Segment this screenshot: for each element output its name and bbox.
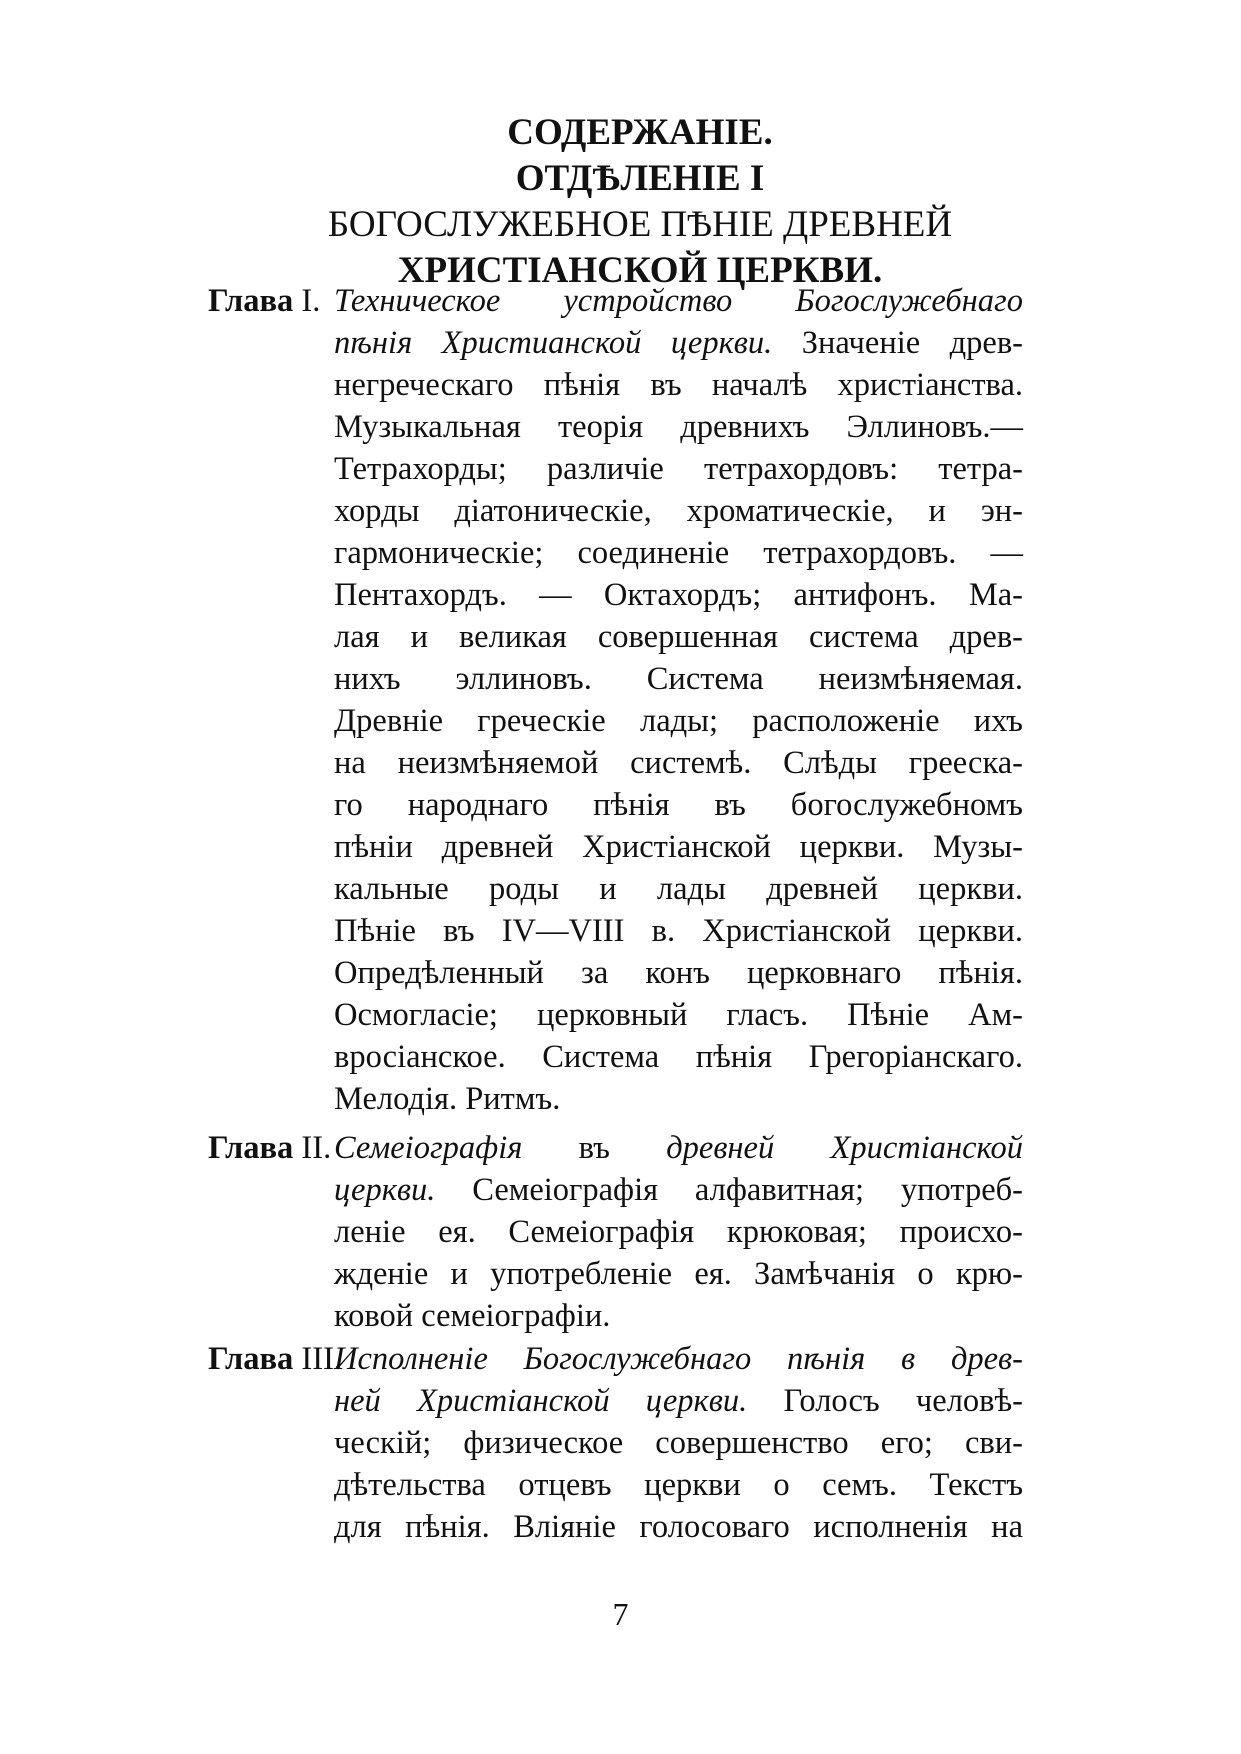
chapter-3-label [208, 1338, 342, 1380]
text-line [208, 1506, 1023, 1548]
plain-text: Тетрахорды; различіе тетрахордовъ: тетра- [334, 451, 1023, 487]
text-line [208, 616, 1023, 658]
text-line [208, 1169, 1023, 1211]
plain-text: Опредѣленный за конъ церковнаго пѣнія. [334, 955, 1023, 991]
text-line [208, 994, 1023, 1036]
plain-text: хорды діатоническіе, хроматическіе, и эн- [334, 493, 1023, 529]
italic-text: древней Христіанской [666, 1130, 1024, 1166]
plain-text: Древніе греческіе лады; расположеніе ихъ [334, 703, 1023, 739]
section-subtitle-line-1: БОГОСЛУЖЕБНОЕ ПѢНІЕ ДРЕВНЕЙ [327, 204, 953, 245]
plain-text: Семеіографія алфавитная; употреб- [435, 1172, 1023, 1208]
chapter-label-word: Глава [208, 1341, 294, 1377]
plain-text: Музыкальная теорія древнихъ Эллиновъ.— [334, 409, 1023, 445]
text-line [208, 826, 1023, 868]
italic-text: церкви. [334, 1172, 436, 1208]
chapter-1-label [208, 280, 320, 322]
text-line [208, 952, 1023, 994]
text-line [208, 448, 1023, 490]
text-line [208, 1211, 1023, 1253]
plain-text: ческій; физическое совершенство его; сви- [334, 1425, 1023, 1461]
text-line [208, 574, 1023, 616]
text-line [208, 658, 1023, 700]
italic-text: ней Христіанской церкви. [334, 1383, 748, 1419]
section-subtitle-line-2: ХРИСТІАНСКОЙ ЦЕРКВИ. [397, 250, 883, 291]
plain-text: нихъ эллиновъ. Система неизмѣняемая. [334, 661, 1023, 697]
text-line [208, 1253, 1023, 1295]
text-line [208, 1036, 1023, 1078]
text-line [208, 784, 1023, 826]
text-line [208, 910, 1023, 952]
section-title: ОТДѢЛЕНІЕ I [515, 158, 765, 199]
text-line [208, 700, 1023, 742]
plain-text: Пентахордъ. — Октахордъ; антифонъ. Ма- [334, 577, 1023, 613]
text-line [208, 280, 1023, 322]
plain-text: дѣтельства отцевъ церкви о семъ. Текстъ [334, 1467, 1023, 1503]
plain-text: на неизмѣняемой системѣ. Слѣды грееска- [334, 745, 1023, 781]
text-line [208, 1295, 1023, 1337]
plain-text: для пѣнія. Вліяніе голосоваго исполненія на [334, 1509, 1023, 1545]
italic-text: Семеіографія [334, 1130, 523, 1166]
plain-text: вросіанское. Система пѣнія Грегоріанскаго. [334, 1039, 1023, 1075]
chapter-1-entry [208, 280, 1023, 1120]
italic-text: Техническое устройство Богослужебнаго [334, 283, 1023, 319]
plain-text: Мелодія. Ритмъ. [334, 1081, 561, 1117]
text-line [208, 532, 1023, 574]
chapter-2-label [208, 1127, 331, 1169]
chapter-2-entry [208, 1127, 1023, 1337]
plain-text: го народнаго пѣнія въ богослужебномъ [334, 787, 1023, 823]
italic-text: Исполненіе Богослужебнаго пѣнія в древ- [334, 1341, 1023, 1377]
plain-text: Пѣніе въ IV—VIII в. Христіанской церкви. [334, 913, 1023, 949]
plain-text: негреческаго пѣнія въ началѣ христіанства. [334, 367, 1023, 403]
text-line [208, 364, 1023, 406]
chapter-3-entry [208, 1338, 1023, 1548]
text-line [208, 742, 1023, 784]
text-line [208, 1422, 1023, 1464]
italic-text: пѣнія Христианской церкви. [334, 325, 773, 361]
text-line [208, 868, 1023, 910]
plain-text: Голосъ человѣ- [747, 1383, 1023, 1419]
chapter-label-word: Глава [208, 283, 294, 319]
plain-text: леніе ея. Семеіографія крюковая; происхо- [334, 1214, 1023, 1250]
plain-text: кальные роды и лады древней церкви. [334, 871, 1023, 907]
chapter-label-word: Глава [208, 1130, 294, 1166]
plain-text: ковой семеіографіи. [334, 1298, 611, 1334]
text-line [208, 1380, 1023, 1422]
plain-text: гармоническіе; соединеніе тетрахордовъ. — [334, 535, 1023, 571]
chapter-number: I. [293, 283, 321, 319]
text-line [208, 1078, 1023, 1120]
chapter-number: II. [293, 1130, 332, 1166]
page-number: 7 [612, 1596, 629, 1632]
plain-text: пѣніи древней Христіанской церкви. Музы- [334, 829, 1023, 865]
text-line [208, 490, 1023, 532]
text-line [208, 322, 1023, 364]
text-line [208, 406, 1023, 448]
plain-text: Значеніе древ- [772, 325, 1024, 361]
text-line [208, 1464, 1023, 1506]
contents-title: СОДЕРЖАНІЕ. [507, 112, 773, 153]
plain-text: лая и великая совершенная система древ- [334, 619, 1023, 655]
contents-heading [200, 110, 1080, 294]
plain-text: жденіе и употребленіе ея. Замѣчанія о крю- [334, 1256, 1023, 1292]
plain-text: Осмогласіе; церковный гласъ. Пѣніе Ам- [334, 997, 1023, 1033]
chapter-number: III. [293, 1341, 343, 1377]
plain-text: въ [522, 1130, 667, 1166]
